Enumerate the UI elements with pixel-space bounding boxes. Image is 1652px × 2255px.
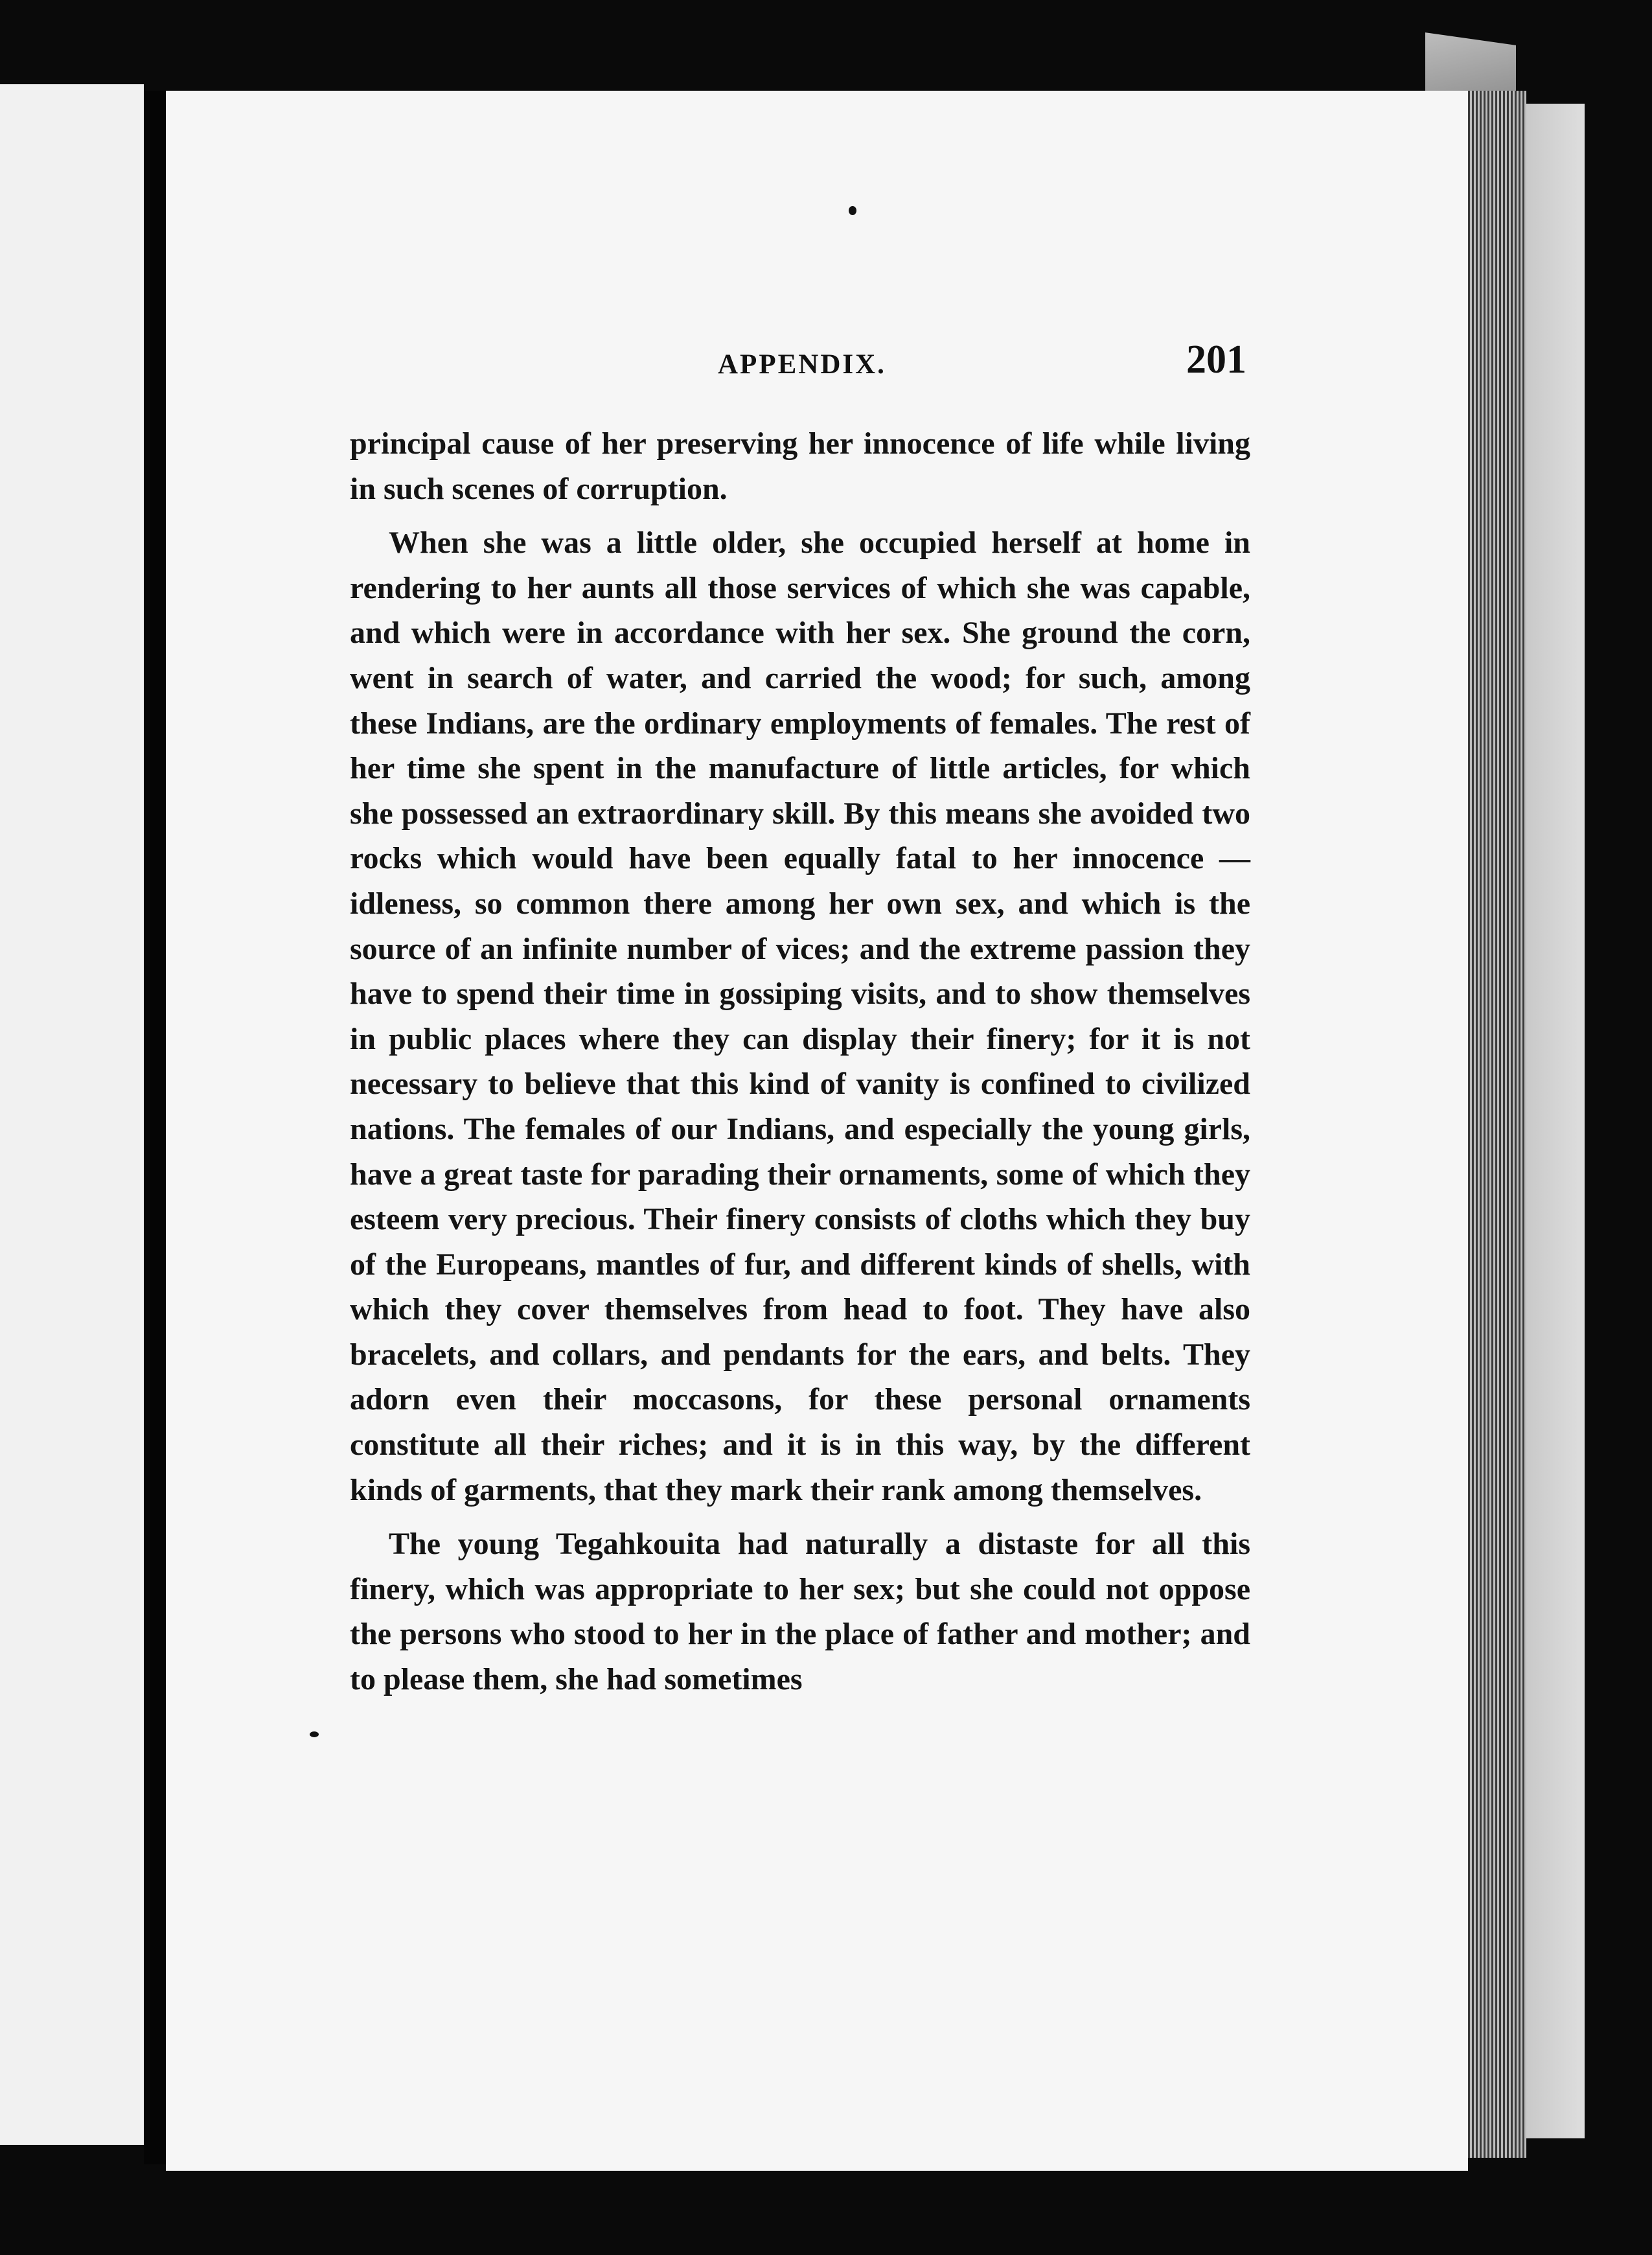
page-number: 201 [1186, 338, 1246, 382]
running-head-title: APPENDIX. [718, 349, 886, 380]
page-edge-stack [1468, 91, 1526, 2158]
book-gutter [144, 91, 166, 2164]
ink-speck [310, 1731, 319, 1737]
previous-page-edge [0, 84, 144, 2145]
running-head [350, 337, 1257, 395]
body-text [350, 421, 1250, 1702]
paragraph: The young Tegahkouita had naturally a distaste for all this finery, which was appropriate to her sex; but she could not oppose the persons who stood to her in the place of father and mother; and to please them, she had sometimes [350, 1527, 1250, 1697]
paragraph: When she was a little older, she occupied herself at home in rendering to her aunts all those services of which she was capable, and which were in accordance with her sex. She ground the corn, went in search of water, and carried the wood; for such, among these Indians, are the ordinary employments of females. The rest of her time she spent in the manufacture of little articles, for which she possessed an extraordinary skill. By this means she avoided two rocks which would have been equally fatal to her innocence — idleness, so common there among her own sex, and which is the source of an infinite number of vices; and the extreme passion they have to spend their time in gossiping visits, and to show themselves in public places where they can display their finery; for it is not necessary to believe that this kind of vanity is confined to civilized nations. The females of our Indians, and especially the young girls, have a great taste for parading their ornaments, some of which they esteem very precious. Their finery consists of cloths which they buy of the Europeans, mantles of fur, and different kinds of shells, with which they cover themselves from head to foot. They have also bracelets, and collars, and pendants for the ears, and belts. They adorn even their moccasons, for these personal ornaments constitute all their riches; and it is in this way, by the different kinds of garments, that they mark their rank among themselves. [350, 526, 1250, 1507]
book-fore-edge [1526, 104, 1585, 2138]
ink-speck [849, 206, 856, 215]
paragraph-continued: principal cause of her preserving her innocence of life while living in such scenes of corruption. [350, 426, 1250, 506]
